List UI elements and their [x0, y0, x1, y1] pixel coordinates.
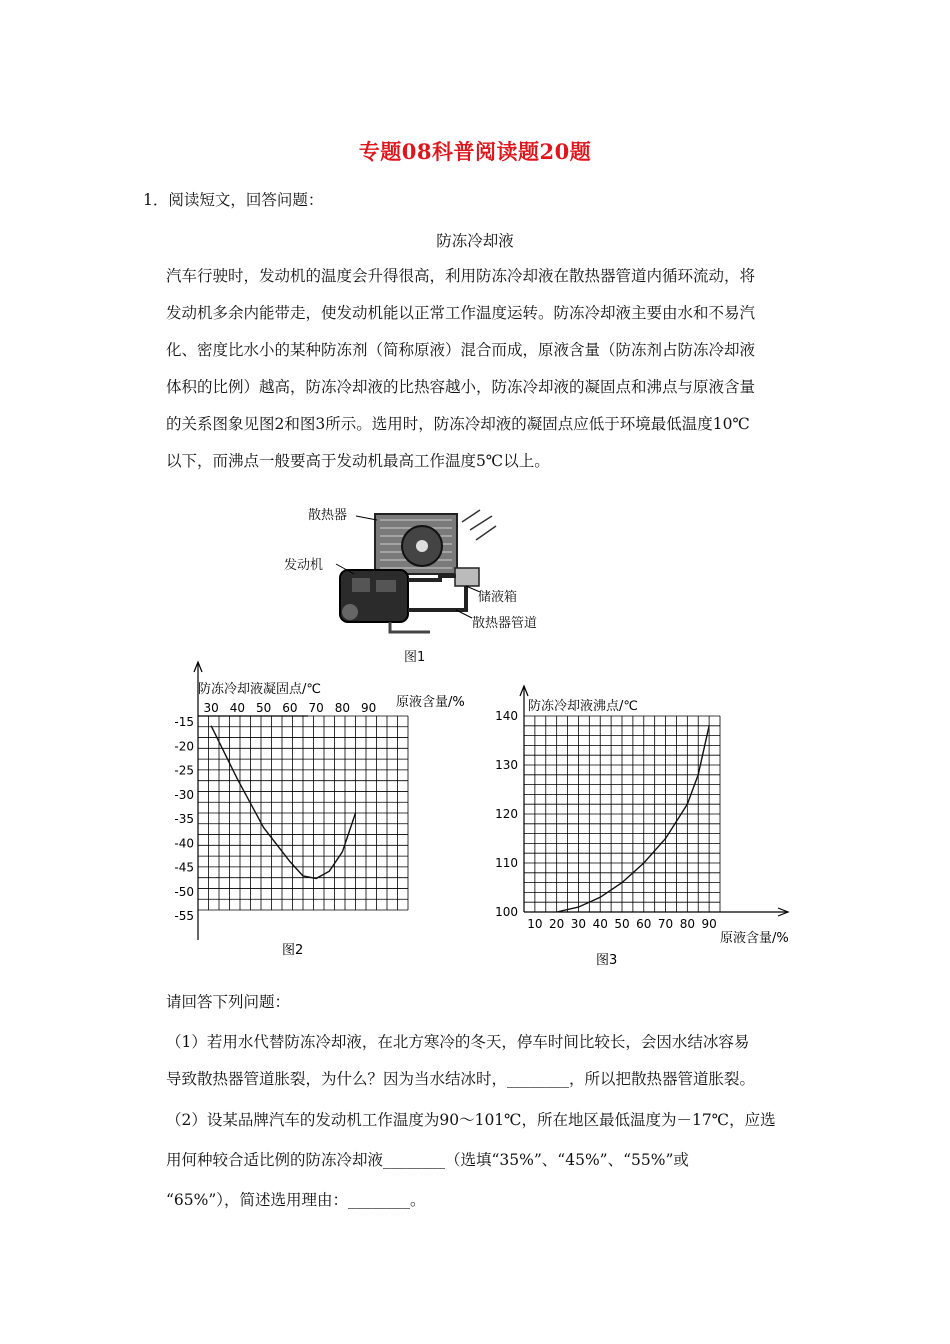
engine-label: 发动机	[284, 558, 324, 573]
chart2-x-tick-label: 30	[203, 701, 219, 715]
chart2-grid	[198, 716, 408, 910]
paragraph-line: 汽车行驶时，发动机的温度会升得很高，利用防冻冷却液在散热器管道内循环流动，将	[166, 267, 756, 285]
chart3-y-tick-label: 130	[495, 758, 518, 772]
chart3-x-tick-label: 90	[701, 917, 717, 931]
pipe-label: 散热器管道	[472, 616, 538, 631]
chart2-x-tick-label: 50	[255, 701, 272, 715]
chart2-x-tick-label: 70	[308, 701, 324, 715]
chart3-x-tick-label: 50	[614, 917, 630, 931]
chart2-y-tick-label: -40	[174, 836, 194, 851]
chart3-x-tick-label: 60	[636, 917, 652, 931]
chart3-caption: 图3	[596, 953, 618, 968]
chart3-x-tick-label: 80	[679, 917, 695, 931]
chart2-x-tick-label: 90	[360, 701, 377, 715]
chart2-y-tick-label: -50	[174, 884, 194, 899]
paragraph-line: 体积的比例）越高，防冻冷却液的比热容越小，防冻冷却液的凝固点和沸点与原液含量	[166, 378, 756, 396]
question-part-2-line: （2）设某品牌汽车的发动机工作温度为90～101℃，所在地区最低温度为－17℃，应选	[166, 1111, 776, 1129]
paragraph-line: 以下，而沸点一般要高于发动机最高工作温度5℃以上。	[166, 452, 550, 470]
chart2-title: 防冻冷却液凝固点/℃	[198, 682, 321, 697]
question-part-1-line: 导致散热器管道胀裂，为什么？因为当水结冰时，________，所以把散热器管道胀裂。	[166, 1070, 756, 1088]
question-part-2-line: 用何种较合适比例的防冻冷却液________（选填“35%”、“45%”、“55%”或	[166, 1151, 689, 1169]
question-part-1-line: （1）若用水代替防冻冷却液，在北方寒冷的冬天，停车时间比较长，会因水结冰容易	[166, 1033, 750, 1051]
article-title: 防冻冷却液	[436, 232, 514, 250]
chart2-x-tick-label: 80	[334, 701, 351, 715]
chart2-caption: 图2	[282, 943, 304, 958]
figure-1	[280, 500, 580, 670]
chart3-x-tick-label: 10	[527, 917, 543, 931]
tank-label: 储液箱	[478, 590, 518, 605]
boiling-point-chart	[490, 680, 810, 970]
chart3-x-tick-label: 40	[592, 917, 608, 931]
question-intro: 1．阅读短文，回答问题：	[143, 191, 324, 209]
radiator-label: 散热器	[308, 508, 348, 523]
paragraph-line: 发动机多余内能带走，使发动机能以正常工作温度运转。防冻冷却液主要由水和不易汽	[166, 304, 756, 322]
page-title: 专题08科普阅读题20题	[358, 139, 592, 164]
chart3-y-tick-label: 100	[495, 905, 518, 919]
question-part-2-line: “65%”），简述选用理由：________。	[166, 1191, 426, 1209]
chart2-y-tick-label: -30	[174, 787, 194, 802]
chart3-y-tick-label: 140	[495, 709, 518, 723]
chart3-x-tick-label: 70	[657, 917, 674, 931]
chart2-y-tick-label: -25	[174, 763, 194, 778]
paragraph-line: 化、密度比水小的某种防冻剂（简称原液）混合而成，原液含量（防冻剂占防冻冷却液	[166, 341, 756, 359]
chart3-y-tick-label: 110	[495, 856, 518, 870]
chart2-y-tick-label: -45	[174, 860, 194, 875]
questions-prompt: 请回答下列问题：	[166, 993, 291, 1011]
chart2-y-tick-label: -35	[174, 812, 194, 826]
freezing-point-chart	[160, 660, 490, 970]
chart3-x-axis-label: 原液含量/%	[720, 931, 789, 946]
chart2-x-tick-label: 60	[282, 701, 298, 715]
chart3-y-tick-label: 120	[495, 807, 518, 821]
chart2-x-tick-label: 40	[229, 701, 246, 715]
chart3-title: 防冻冷却液沸点/℃	[528, 699, 638, 714]
chart2-y-tick-label: -15	[174, 715, 194, 729]
chart3-x-tick-label: 30	[570, 917, 587, 931]
paragraph-line: 的关系图象见图2和图3所示。选用时，防冻冷却液的凝固点应低于环境最低温度10℃	[166, 415, 750, 433]
figure-1-caption: 图1	[404, 650, 426, 665]
chart2-y-tick-label: -55	[174, 909, 194, 923]
chart2-y-tick-label: -20	[174, 739, 194, 754]
chart3-x-tick-label: 20	[549, 917, 565, 931]
chart2-x-axis-label: 原液含量/%	[396, 695, 465, 710]
